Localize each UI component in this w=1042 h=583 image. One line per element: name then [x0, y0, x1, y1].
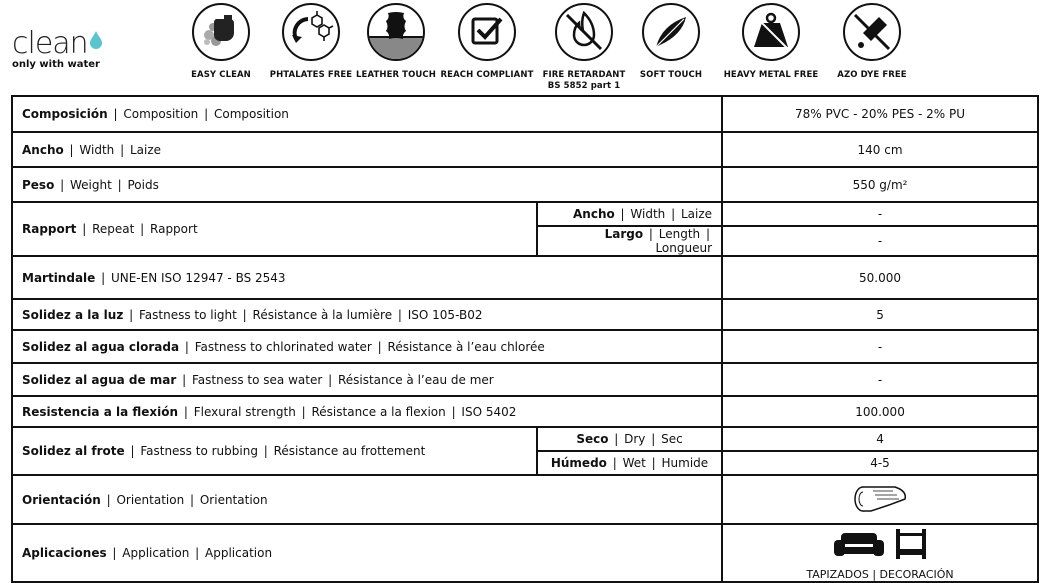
separator: | — [56, 177, 68, 192]
orientation-label — [12, 475, 722, 524]
separator: | — [97, 270, 109, 285]
separator: | — [645, 227, 657, 241]
label-part: Repeat — [92, 222, 135, 236]
label-part: Résistance au frottement — [273, 444, 426, 458]
label-part: Composición — [22, 107, 108, 121]
separator: | — [136, 222, 149, 236]
logo-wordmark — [12, 26, 122, 59]
separator: | — [259, 444, 272, 458]
brand-logo — [12, 26, 122, 70]
separator: | — [610, 432, 623, 446]
label-part: Résistance à l’eau chlorée — [387, 339, 545, 354]
row-application — [12, 524, 1038, 582]
separator: | — [191, 546, 204, 560]
feature-label-line1: FIRE RETARDANT — [542, 70, 626, 80]
leather-touch-icon — [367, 3, 425, 61]
azo-dye-free-icon — [843, 3, 901, 61]
label-part: Fastness to sea water — [192, 372, 323, 387]
feature-label: HEAVY METAL FREE — [723, 70, 819, 80]
separator: | — [324, 372, 336, 387]
label-part: Martindale — [22, 270, 96, 285]
label-part: Solidez al frote — [22, 444, 125, 458]
feature-label: EASY CLEAN — [191, 70, 251, 80]
row-composition — [12, 96, 1038, 132]
separator: | — [109, 107, 122, 121]
label-part: Aplicaciones — [22, 546, 107, 560]
feature-label: REACH COMPLIANT — [440, 70, 534, 80]
label-part: Wet — [622, 456, 646, 470]
separator: | — [181, 339, 193, 354]
label-part: Composition — [213, 107, 289, 121]
rubbing-dry-value: 4 — [722, 427, 1038, 451]
label-part: Rapport — [150, 222, 198, 236]
label-part: Laize — [129, 142, 162, 157]
separator: | — [200, 107, 212, 121]
row-repeat-width — [12, 202, 1038, 226]
width-label — [12, 132, 722, 167]
composition-value: 78% PVC - 20% PES - 2% PU — [722, 96, 1038, 132]
reach-compliant-icon — [458, 3, 516, 61]
repeat-label — [12, 202, 537, 256]
composition-label — [12, 96, 722, 132]
chlorinated-water-value: - — [722, 330, 1038, 363]
separator: | — [238, 307, 251, 322]
label-part: ISO 5402 — [461, 404, 517, 419]
width-value: 140 cm — [722, 132, 1038, 167]
weight-label — [12, 167, 722, 202]
label-part: Weight — [70, 177, 112, 192]
separator: | — [78, 222, 91, 236]
separator: | — [616, 207, 629, 221]
separator: | — [447, 404, 460, 419]
label-part: Application — [122, 546, 190, 560]
phtalates-free-icon — [282, 3, 340, 61]
label-part: Ancho — [573, 207, 615, 221]
row-sea-water — [12, 363, 1038, 396]
rubbing-dry-label — [537, 427, 722, 451]
row-chlorinated-water — [12, 330, 1038, 363]
sea-water-value: - — [722, 363, 1038, 396]
separator: | — [647, 456, 660, 470]
separator: | — [667, 207, 679, 221]
light-fastness-label — [12, 299, 722, 330]
label-part: Orientation — [116, 492, 185, 507]
repeat-width-value: - — [722, 202, 1038, 226]
feature-azo-dye-free — [812, 3, 932, 81]
martindale-value: 50.000 — [722, 256, 1038, 299]
label-part: Longueur — [655, 241, 713, 255]
row-orientation — [12, 475, 1038, 524]
label-part: Width — [79, 142, 115, 157]
label-part: Solidez a la luz — [22, 307, 124, 322]
separator: | — [608, 456, 621, 470]
water-drop-icon — [89, 26, 103, 56]
label-part: Résistance à l’eau de mer — [337, 372, 494, 387]
light-fastness-value: 5 — [722, 299, 1038, 330]
separator: | — [113, 177, 126, 192]
label-part: Width — [630, 207, 666, 221]
label-part: Fastness to rubbing — [140, 444, 258, 458]
flexion-value: 100.000 — [722, 396, 1038, 427]
logo-tagline: only with water — [12, 59, 100, 70]
application-label — [12, 524, 722, 582]
row-weight — [12, 167, 1038, 202]
label-part: Fastness to light — [138, 307, 237, 322]
row-martindale — [12, 256, 1038, 299]
separator: | — [180, 404, 192, 419]
label-part: Dry — [624, 432, 646, 446]
application-value — [722, 524, 1038, 582]
separator: | — [186, 492, 198, 507]
separator: | — [65, 142, 78, 157]
label-part: Résistance à la lumière — [252, 307, 393, 322]
logo-word: clean — [12, 26, 88, 61]
separator: | — [297, 404, 310, 419]
bed-icon — [895, 529, 927, 562]
sofa-icon — [833, 531, 885, 562]
row-flexion — [12, 396, 1038, 427]
label-part: Orientation — [199, 492, 268, 507]
separator: | — [125, 307, 137, 322]
fabric-roll-icon — [849, 502, 911, 516]
label-part: Fastness to chlorinated water — [194, 339, 372, 354]
rubbing-wet-label — [537, 451, 722, 475]
label-part: Application — [205, 546, 273, 560]
separator: | — [116, 142, 128, 157]
martindale-label — [12, 256, 722, 299]
label-part: Solidez al agua clorada — [22, 339, 180, 354]
row-rubbing-dry — [12, 427, 1038, 451]
sea-water-label — [12, 363, 722, 396]
label-part: Ancho — [22, 142, 64, 157]
repeat-length-label — [537, 226, 722, 256]
label-part: Húmedo — [550, 456, 607, 470]
repeat-width-label — [537, 202, 722, 226]
easy-clean-icon — [192, 3, 250, 61]
label-part: Laize — [680, 207, 713, 221]
label-part: Orientación — [22, 492, 101, 507]
feature-label: SOFT TOUCH — [639, 70, 703, 80]
label-part: Seco — [576, 432, 609, 446]
row-width — [12, 132, 1038, 167]
feature-label: LEATHER TOUCH — [356, 70, 436, 80]
label-part: Peso — [22, 177, 55, 192]
separator: | — [126, 444, 139, 458]
chlorinated-water-label — [12, 330, 722, 363]
separator: | — [394, 307, 406, 322]
separator: | — [702, 227, 711, 241]
label-part: Rapport — [22, 222, 77, 236]
label-part: Résistance a la flexion — [311, 404, 446, 419]
rubbing-wet-value: 4-5 — [722, 451, 1038, 475]
spec-table — [11, 95, 1039, 583]
label-part: Solidez al agua de mar — [22, 372, 177, 387]
soft-touch-icon — [642, 3, 700, 61]
orientation-value — [722, 475, 1038, 524]
separator: | — [373, 339, 386, 354]
label-part: Flexural strength — [193, 404, 296, 419]
repeat-length-value: - — [722, 226, 1038, 256]
rubbing-label — [12, 427, 537, 475]
label-part: ISO 105-B02 — [407, 307, 483, 322]
flexion-label — [12, 396, 722, 427]
application-icons — [723, 529, 1037, 562]
row-light-fastness — [12, 299, 1038, 330]
label-part: Humide — [661, 456, 709, 470]
label-part: Sec — [661, 432, 683, 446]
separator: | — [108, 546, 121, 560]
label-part: Length — [658, 227, 701, 241]
application-text: TAPIZADOS | DECORACIÓN — [806, 568, 954, 581]
feature-label: PHTALATES FREE — [269, 70, 353, 80]
label-part: UNE-EN ISO 12947 - BS 2543 — [110, 270, 286, 285]
separator: | — [102, 492, 115, 507]
weight-value: 550 g/m² — [722, 167, 1038, 202]
heavy-metal-free-icon — [742, 3, 800, 61]
separator: | — [647, 432, 660, 446]
label-part: Composition — [123, 107, 199, 121]
fire-retardant-icon — [555, 3, 613, 61]
label-part: Poids — [127, 177, 159, 192]
separator: | — [178, 372, 190, 387]
feature-label: AZO DYE FREE — [837, 70, 907, 80]
label-part: Resistencia a la flexión — [22, 404, 179, 419]
label-part: Largo — [604, 227, 644, 241]
feature-label-line2: BS 5852 part 1 — [547, 81, 621, 91]
